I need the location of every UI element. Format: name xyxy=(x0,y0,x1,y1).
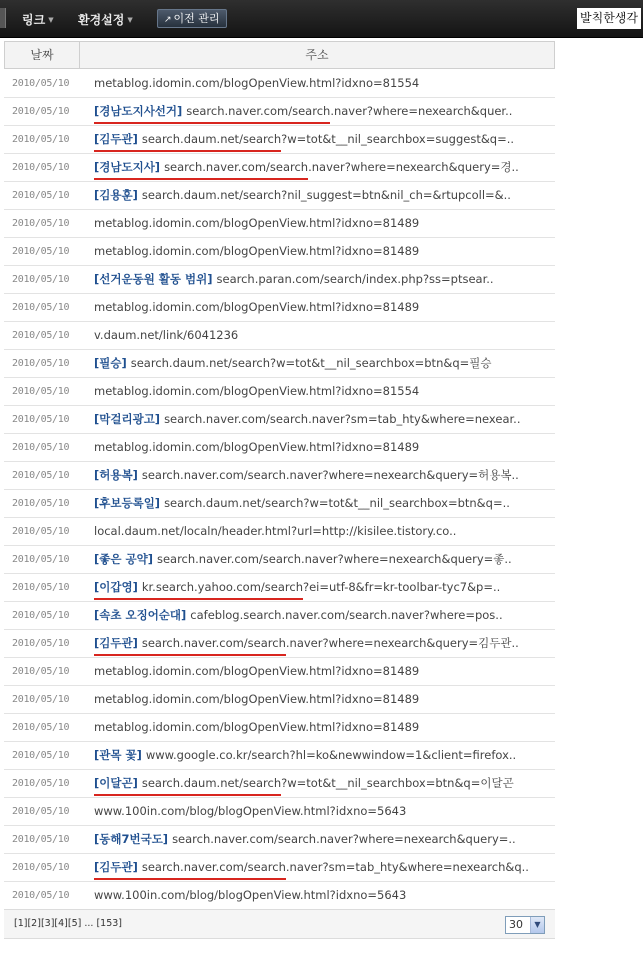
table-row xyxy=(4,378,555,406)
referrer-url: metablog.idomin.com/blogOpenView.html?idxno=81489 xyxy=(94,216,420,230)
table-row xyxy=(4,630,555,658)
row-referrer-link[interactable] xyxy=(94,462,552,489)
search-keyword: [김두관] xyxy=(94,860,138,874)
search-keyword: [김두관] xyxy=(94,132,138,146)
row-date: 2010/05/10 xyxy=(12,358,70,369)
row-referrer-link[interactable] xyxy=(94,686,552,713)
page-ellipsis: ... xyxy=(84,918,94,929)
referrer-url: metablog.idomin.com/blogOpenView.html?idxno=81489 xyxy=(94,440,420,454)
row-date: 2010/05/10 xyxy=(12,862,70,873)
row-referrer-link[interactable] xyxy=(94,70,552,97)
prev-management-label: 이전 관리 xyxy=(173,12,220,25)
row-referrer-link[interactable] xyxy=(94,406,552,433)
search-keyword: [경남도지사선거] xyxy=(94,104,183,118)
search-keyword: [관목 꽃] xyxy=(94,748,142,762)
referrer-url: search.daum.net/search?w=tot&t__nil_searchbox=btn&q=이달곤 xyxy=(141,776,514,790)
row-date: 2010/05/10 xyxy=(12,330,70,341)
row-referrer-link[interactable] xyxy=(94,658,552,685)
red-emphasis-underline xyxy=(94,122,330,124)
table-row xyxy=(4,798,555,826)
chevron-down-icon: ▼ xyxy=(127,16,133,24)
row-referrer-link[interactable] xyxy=(94,574,552,601)
row-date: 2010/05/10 xyxy=(12,694,70,705)
row-date: 2010/05/10 xyxy=(12,778,70,789)
search-keyword: [필승] xyxy=(94,356,127,370)
table-row xyxy=(4,98,555,126)
table-row xyxy=(4,854,555,882)
page-link-3[interactable]: [3] xyxy=(40,918,55,929)
row-date: 2010/05/10 xyxy=(12,106,70,117)
row-date: 2010/05/10 xyxy=(12,498,70,509)
row-referrer-link[interactable] xyxy=(94,378,552,405)
search-keyword: [속초 오징어순대] xyxy=(94,608,187,622)
row-date: 2010/05/10 xyxy=(12,386,70,397)
dropdown-arrow-icon: ▼ xyxy=(530,917,544,933)
row-date: 2010/05/10 xyxy=(12,274,70,285)
page-link-4[interactable]: [4] xyxy=(54,918,68,929)
page-link-last[interactable]: [153] xyxy=(96,918,123,929)
table-row xyxy=(4,742,555,770)
referrer-url: search.naver.com/search.naver?where=nexearch&quer.. xyxy=(186,104,513,118)
row-referrer-link[interactable] xyxy=(94,518,552,545)
row-referrer-link[interactable] xyxy=(94,742,552,769)
pagination-bar xyxy=(4,909,555,939)
menu-settings[interactable] xyxy=(78,11,133,28)
row-date: 2010/05/10 xyxy=(12,834,70,845)
search-keyword: [허용복] xyxy=(94,468,138,482)
referrer-url: search.naver.com/search.naver?where=nexearch&query=좋.. xyxy=(156,552,512,566)
search-keyword: [좋은 공약] xyxy=(94,552,153,566)
referrer-url: search.paran.com/search/index.php?ss=ptsear.. xyxy=(216,272,494,286)
referrer-url: metablog.idomin.com/blogOpenView.html?idxno=81554 xyxy=(94,76,420,90)
referrer-url: search.daum.net/search?nil_suggest=btn&nil_ch=&rtupcoll=&.. xyxy=(141,188,511,202)
table-row xyxy=(4,210,555,238)
row-date: 2010/05/10 xyxy=(12,806,70,817)
row-referrer-link[interactable] xyxy=(94,798,552,825)
table-row xyxy=(4,686,555,714)
search-keyword: [이갑영] xyxy=(94,580,138,594)
menu-settings-label: 환경설정 xyxy=(78,13,125,27)
row-referrer-link[interactable] xyxy=(94,714,552,741)
row-referrer-link[interactable] xyxy=(94,154,552,181)
page-links xyxy=(14,918,122,929)
row-date: 2010/05/10 xyxy=(12,722,70,733)
table-row xyxy=(4,658,555,686)
row-date: 2010/05/10 xyxy=(12,246,70,257)
referrer-url: metablog.idomin.com/blogOpenView.html?idxno=81489 xyxy=(94,300,420,314)
table-row xyxy=(4,602,555,630)
arrow-up-right-icon: ↗ xyxy=(164,15,172,25)
table-row xyxy=(4,714,555,742)
row-date: 2010/05/10 xyxy=(12,218,70,229)
referrer-url: metablog.idomin.com/blogOpenView.html?idxno=81489 xyxy=(94,244,420,258)
table-row xyxy=(4,266,555,294)
row-referrer-link[interactable] xyxy=(94,434,552,461)
table-row xyxy=(4,462,555,490)
row-date: 2010/05/10 xyxy=(12,190,70,201)
search-keyword: [선거운동원 활동 범위] xyxy=(94,272,213,286)
table-row xyxy=(4,406,555,434)
top-toolbar xyxy=(0,0,643,38)
row-referrer-link[interactable] xyxy=(94,490,552,517)
row-referrer-link[interactable] xyxy=(94,602,552,629)
referrer-url: search.daum.net/search?w=tot&t__nil_searchbox=btn&q=.. xyxy=(164,496,510,510)
row-referrer-link[interactable] xyxy=(94,854,552,881)
referrer-url: search.naver.com/search.naver?where=nexearch&query=허용복.. xyxy=(141,468,519,482)
referrer-url: www.100in.com/blog/blogOpenView.html?idxno=5643 xyxy=(94,804,407,818)
toolbar-edge-handle[interactable] xyxy=(0,8,6,28)
referrer-url: metablog.idomin.com/blogOpenView.html?idxno=81554 xyxy=(94,384,420,398)
row-date: 2010/05/10 xyxy=(12,470,70,481)
table-row xyxy=(4,546,555,574)
search-keyword: [후보등록일] xyxy=(94,496,161,510)
referrer-url: search.daum.net/search?w=tot&t__nil_searchbox=suggest&q=.. xyxy=(141,132,515,146)
search-keyword: [김용훈] xyxy=(94,188,138,202)
menu-links[interactable] xyxy=(22,11,54,28)
referrer-log-panel xyxy=(4,41,555,939)
header-date: 날짜 xyxy=(5,42,80,68)
header-address: 주소 xyxy=(305,48,329,62)
chevron-down-icon: ▼ xyxy=(48,16,54,24)
referrer-url: cafeblog.search.naver.com/search.naver?where=pos.. xyxy=(190,608,503,622)
table-row xyxy=(4,126,555,154)
table-row xyxy=(4,322,555,350)
table-row xyxy=(4,882,555,910)
row-date: 2010/05/10 xyxy=(12,162,70,173)
row-date: 2010/05/10 xyxy=(12,666,70,677)
referrer-url: search.daum.net/search?w=tot&t__nil_searchbox=btn&q=필승 xyxy=(130,356,492,370)
row-date: 2010/05/10 xyxy=(12,414,70,425)
row-referrer-link[interactable] xyxy=(94,98,552,125)
row-date: 2010/05/10 xyxy=(12,750,70,761)
search-keyword: [이달곤] xyxy=(94,776,138,790)
row-referrer-link[interactable] xyxy=(94,546,552,573)
search-keyword: [동해7번국도] xyxy=(94,832,169,846)
search-keyword: [김두관] xyxy=(94,636,138,650)
per-page-select[interactable] xyxy=(505,916,545,934)
red-emphasis-underline xyxy=(94,878,286,880)
red-emphasis-underline xyxy=(94,150,281,152)
table-row xyxy=(4,154,555,182)
row-referrer-link[interactable] xyxy=(94,294,552,321)
referrer-table-body xyxy=(4,70,555,910)
referrer-url: search.naver.com/search.naver?sm=tab_hty&where=nexearch&q.. xyxy=(141,860,529,874)
row-date: 2010/05/10 xyxy=(12,638,70,649)
table-row xyxy=(4,182,555,210)
row-referrer-link[interactable] xyxy=(94,126,552,153)
row-referrer-link[interactable] xyxy=(94,826,552,853)
blog-brand-logo[interactable]: 발칙한생각 xyxy=(577,8,641,29)
referrer-url: kr.search.yahoo.com/search?ei=utf-8&fr=kr-toolbar-tyc7&p=.. xyxy=(141,580,501,594)
row-date: 2010/05/10 xyxy=(12,78,70,89)
row-date: 2010/05/10 xyxy=(12,526,70,537)
row-referrer-link[interactable] xyxy=(94,630,552,657)
red-emphasis-underline xyxy=(94,598,303,600)
row-date: 2010/05/10 xyxy=(12,554,70,565)
referrer-url: metablog.idomin.com/blogOpenView.html?idxno=81489 xyxy=(94,664,420,678)
per-page-value: 30 xyxy=(509,918,523,931)
table-row xyxy=(4,434,555,462)
referrer-url: search.naver.com/search.naver?where=nexearch&query=김두관.. xyxy=(141,636,519,650)
row-date: 2010/05/10 xyxy=(12,302,70,313)
referrer-url: v.daum.net/link/6041236 xyxy=(94,328,239,342)
referrer-url: metablog.idomin.com/blogOpenView.html?idxno=81489 xyxy=(94,720,420,734)
referrer-url: local.daum.net/localn/header.html?url=http://kisilee.tistory.co.. xyxy=(94,524,457,538)
page-link-1[interactable]: [1] xyxy=(14,918,28,929)
table-row xyxy=(4,490,555,518)
row-referrer-link[interactable] xyxy=(94,322,552,349)
red-emphasis-underline xyxy=(94,178,308,180)
red-emphasis-underline xyxy=(94,654,286,656)
table-row xyxy=(4,238,555,266)
table-row xyxy=(4,826,555,854)
table-row xyxy=(4,350,555,378)
row-date: 2010/05/10 xyxy=(12,442,70,453)
row-date: 2010/05/10 xyxy=(12,890,70,901)
row-date: 2010/05/10 xyxy=(12,582,70,593)
referrer-url: www.google.co.kr/search?hl=ko&newwindow=1&client=firefox.. xyxy=(145,748,517,762)
page-link-5[interactable]: [5] xyxy=(67,918,82,929)
row-referrer-link[interactable] xyxy=(94,770,552,797)
search-keyword: [막걸리광고] xyxy=(94,412,161,426)
search-keyword: [경남도지사] xyxy=(94,160,161,174)
row-referrer-link[interactable] xyxy=(94,882,552,909)
table-header xyxy=(4,41,555,69)
table-row xyxy=(4,770,555,798)
red-emphasis-underline xyxy=(94,794,281,796)
row-date: 2010/05/10 xyxy=(12,610,70,621)
row-date: 2010/05/10 xyxy=(12,134,70,145)
prev-management-button[interactable] xyxy=(157,9,227,28)
page-link-2[interactable]: [2] xyxy=(27,918,41,929)
row-referrer-link[interactable] xyxy=(94,210,552,237)
row-referrer-link[interactable] xyxy=(94,266,552,293)
table-row xyxy=(4,294,555,322)
referrer-url: www.100in.com/blog/blogOpenView.html?idxno=5643 xyxy=(94,888,407,902)
referrer-url: search.naver.com/search.naver?where=nexearch&query=경.. xyxy=(164,160,519,174)
referrer-url: search.naver.com/search.naver?sm=tab_hty&where=nexear.. xyxy=(164,412,521,426)
referrer-url: metablog.idomin.com/blogOpenView.html?idxno=81489 xyxy=(94,692,420,706)
table-row xyxy=(4,518,555,546)
row-referrer-link[interactable] xyxy=(94,182,552,209)
referrer-url: search.naver.com/search.naver?where=nexearch&query=.. xyxy=(172,832,516,846)
row-referrer-link[interactable] xyxy=(94,238,552,265)
menu-links-label: 링크 xyxy=(22,13,46,27)
table-row xyxy=(4,574,555,602)
table-row xyxy=(4,70,555,98)
row-referrer-link[interactable] xyxy=(94,350,552,377)
